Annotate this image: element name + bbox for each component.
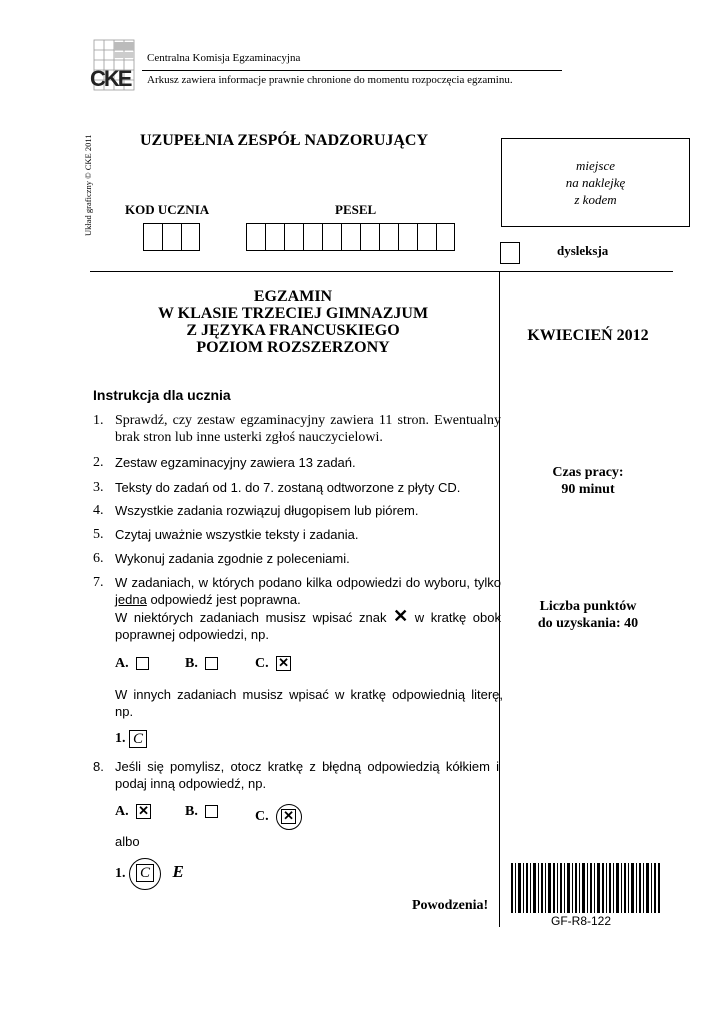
correction-option-c bbox=[255, 804, 302, 830]
item-7-underlined: jedna bbox=[115, 592, 147, 607]
item-text: Teksty do zadań od 1. do 7. zostaną odtworzone z płyty CD. bbox=[115, 480, 461, 495]
exam-title-line-4: POZIOM ROZSZERZONY bbox=[196, 339, 390, 356]
example-number: 1. bbox=[115, 731, 126, 747]
time-info bbox=[503, 464, 673, 498]
pesel-cell[interactable] bbox=[303, 223, 322, 251]
checkbox-icon bbox=[205, 805, 218, 818]
main-divider bbox=[90, 271, 673, 272]
option-c-label: C. bbox=[255, 809, 269, 825]
sticker-line-2: na naklejkę bbox=[565, 175, 626, 190]
barcode-label: GF-R8-122 bbox=[551, 914, 612, 928]
item-text bbox=[115, 574, 501, 643]
time-value: 90 minut bbox=[561, 482, 615, 497]
barcode-graphic bbox=[511, 863, 661, 913]
header-divider bbox=[142, 70, 562, 71]
example-option-c bbox=[255, 656, 291, 672]
copyright-side-note: Układ graficzny © CKE 2011 bbox=[83, 134, 93, 236]
item-text: Zestaw egzaminacyjny zawiera 13 zadań. bbox=[115, 455, 356, 470]
option-a-label: A. bbox=[115, 804, 129, 819]
pesel-cell[interactable] bbox=[417, 223, 436, 251]
letter-example bbox=[115, 730, 147, 748]
pesel-cell[interactable] bbox=[246, 223, 265, 251]
supervisors-title: UZUPEŁNIA ZESPÓŁ NADZORUJĄCY bbox=[140, 132, 429, 149]
example-option-a bbox=[115, 656, 149, 672]
item-text: Wszystkie zadania rozwiązuj długopisem lub piórem. bbox=[115, 503, 419, 518]
time-label: Czas pracy: bbox=[552, 465, 624, 480]
corrected-letter-example bbox=[115, 858, 184, 890]
item-text: Wykonuj zadania zgodnie z poleceniami. bbox=[115, 551, 350, 566]
pesel-cells[interactable] bbox=[246, 223, 455, 251]
item-number: 6. bbox=[93, 551, 104, 566]
checkbox-icon bbox=[205, 657, 218, 670]
circled-letter-box-icon bbox=[129, 858, 161, 890]
barcode bbox=[511, 863, 661, 913]
item-number: 7. bbox=[93, 575, 104, 590]
instructions-list bbox=[93, 412, 503, 932]
pesel-cell[interactable] bbox=[284, 223, 303, 251]
institution-name: Centralna Komisja Egzaminacyjna bbox=[147, 52, 301, 64]
item-7-text-d: w kratkę obok poprawnej odpowiedzi, np. bbox=[115, 610, 501, 642]
dyslexia-label: dysleksja bbox=[557, 243, 609, 258]
kod-ucznia-label: KOD UCZNIA bbox=[125, 202, 210, 217]
exam-title bbox=[93, 288, 493, 356]
checked-box-icon: ✕ bbox=[276, 656, 291, 671]
item-number: 3. bbox=[93, 480, 104, 495]
checked-box-icon: ✕ bbox=[136, 804, 151, 819]
sticker-box bbox=[501, 138, 690, 227]
kod-ucznia-cells[interactable] bbox=[143, 223, 200, 251]
item-7-text-c: W niektórych zadaniach musisz wpisać znak bbox=[115, 610, 387, 625]
letter-box: C bbox=[129, 730, 147, 748]
points-info bbox=[503, 598, 673, 632]
albo-text: albo bbox=[115, 834, 140, 849]
pesel-cell[interactable] bbox=[398, 223, 417, 251]
item-number: 2. bbox=[93, 455, 104, 470]
pesel-cell[interactable] bbox=[436, 223, 455, 251]
instructions-heading: Instrukcja dla ucznia bbox=[93, 387, 231, 403]
item-7-text-b: odpowiedź jest poprawna. bbox=[150, 592, 301, 607]
corrected-letter: E bbox=[172, 862, 184, 882]
cke-logo bbox=[88, 38, 140, 94]
pesel-cell[interactable] bbox=[379, 223, 398, 251]
points-label: Liczba punktów bbox=[539, 599, 637, 614]
option-b-label: B. bbox=[185, 804, 198, 819]
x-mark-icon: ✕ bbox=[393, 606, 409, 626]
exam-title-line-1: EGZAMIN bbox=[253, 288, 333, 305]
letter-box: C bbox=[136, 864, 154, 882]
item-7-text-a: W zadaniach, w których podano kilka odpowiedzi do wyboru, tylko bbox=[115, 575, 501, 590]
pesel-cell[interactable] bbox=[322, 223, 341, 251]
example-option-b bbox=[185, 656, 218, 672]
kod-cell[interactable] bbox=[181, 223, 200, 251]
exam-title-line-3: Z JĘZYKA FRANCUSKIEGO bbox=[186, 322, 400, 339]
dyslexia-checkbox[interactable] bbox=[500, 242, 520, 264]
example-number: 1. bbox=[115, 866, 126, 882]
item-text: Jeśli się pomylisz, otocz kratkę z błędną odpowiedzią kółkiem i podaj inną odpowiedź, np. bbox=[115, 759, 499, 791]
circled-checked-box-icon: ✕ bbox=[276, 804, 302, 830]
kod-cell[interactable] bbox=[162, 223, 181, 251]
pesel-label: PESEL bbox=[335, 202, 377, 217]
item-text: Czytaj uważnie wszystkie teksty i zadania. bbox=[115, 527, 359, 542]
sticker-line-1: miejsce bbox=[576, 158, 615, 173]
confidential-notice: Arkusz zawiera informacje prawnie chronione do momentu rozpoczęcia egzaminu. bbox=[147, 74, 513, 86]
sticker-line-3: z kodem bbox=[574, 192, 617, 207]
option-c-label: C. bbox=[255, 656, 269, 671]
option-a-label: A. bbox=[115, 656, 129, 671]
correction-option-b bbox=[185, 804, 218, 820]
logo-text: CKE bbox=[90, 66, 131, 91]
item-number: 1. bbox=[93, 413, 104, 428]
exam-date: KWIECIEŃ 2012 bbox=[527, 327, 649, 344]
pesel-cell[interactable] bbox=[265, 223, 284, 251]
points-value: do uzyskania: 40 bbox=[537, 616, 639, 631]
item-number: 5. bbox=[93, 527, 104, 542]
exam-title-line-2: W KLASIE TRZECIEJ GIMNAZJUM bbox=[157, 305, 429, 322]
pesel-cell[interactable] bbox=[360, 223, 379, 251]
item-number: 8. bbox=[93, 759, 104, 774]
kod-cell[interactable] bbox=[143, 223, 162, 251]
pesel-cell[interactable] bbox=[341, 223, 360, 251]
correction-option-a bbox=[115, 804, 151, 820]
item-number: 4. bbox=[93, 503, 104, 518]
option-b-label: B. bbox=[185, 656, 198, 671]
checkbox-icon bbox=[136, 657, 149, 670]
closing-text: Powodzenia! bbox=[412, 898, 489, 913]
item-text: Sprawdź, czy zestaw egzaminacyjny zawiera 11 stron. Ewentualny brak stron lub inne usterki zgłoś nauczycielowi. bbox=[115, 413, 501, 445]
letter-instruction: W innych zadaniach musisz wpisać w kratkę odpowiednią literę, np. bbox=[115, 687, 503, 719]
